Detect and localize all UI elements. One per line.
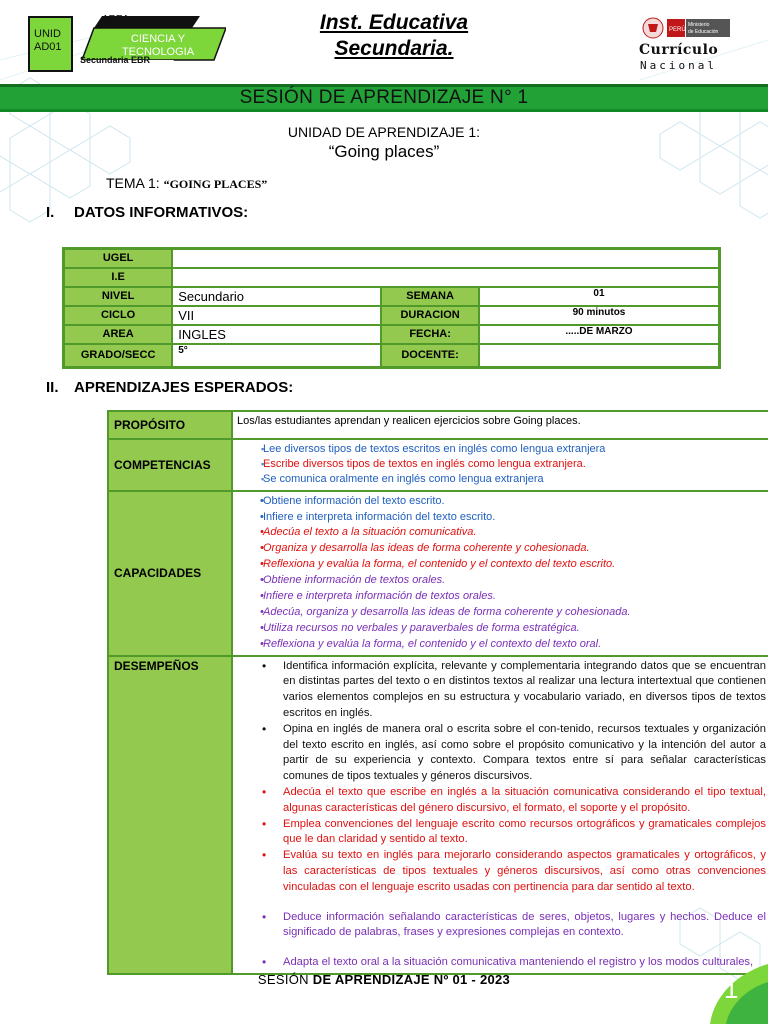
ugel-value — [172, 249, 719, 268]
competencias-cell — [232, 439, 768, 491]
table-row — [108, 491, 768, 656]
svg-text:Ministerio: Ministerio — [688, 22, 710, 28]
footer-session: DE APRENDIZAJE Nº 01 - 2023 — [312, 972, 511, 987]
list-item: • Reflexiona y evalúa la forma, el contenido y el contexto del texto oral. — [237, 637, 768, 653]
ie-value — [172, 268, 719, 287]
list-item: • Evalúa su texto en inglés para mejorarlo considerando aspectos gramaticales y ortográficos, y las características de tipos textuales y géneros discursivos, así como otras convenciones vinculadas con el lenguaje escrito usadas con pertinencia para dar sentido al texto. — [237, 848, 768, 895]
docente-value — [479, 344, 720, 368]
list-item: • Obtiene información de textos orales. — [237, 573, 768, 589]
table-row — [64, 325, 720, 344]
section-title: DATOS INFORMATIVOS: — [74, 204, 249, 221]
page-footer — [0, 972, 768, 987]
list-item: ▪ Lee diversos tipos de textos escritos en inglés como lengua extranjera — [237, 442, 768, 457]
list-item: • Adecúa el texto a la situación comunicativa. — [237, 525, 768, 541]
table-row — [64, 287, 720, 306]
aprendizajes-esperados-table — [107, 410, 768, 975]
proposito-text: Los/las estudiantes aprendan y realicen ejercicios sobre Going places. — [232, 411, 768, 439]
section-title: APRENDIZAJES ESPERADOS: — [74, 379, 294, 396]
capacidades-cell — [232, 491, 768, 656]
duracion-value: 90 minutos — [479, 306, 720, 325]
section-number: II. — [46, 379, 59, 396]
datos-informativos-table — [62, 247, 721, 369]
ugel-label: UGEL — [64, 249, 173, 268]
svg-text:PERÚ: PERÚ — [669, 27, 686, 33]
list-item: • Infiere e interpreta información de textos orales. — [237, 589, 768, 605]
list-item: • Obtiene información del texto escrito. — [237, 494, 768, 510]
table-row — [64, 306, 720, 325]
area-value: INGLES — [172, 325, 381, 344]
topic-line — [106, 175, 267, 192]
proposito-label: PROPÓSITO — [108, 411, 232, 439]
education-level: Secundaria EBR — [80, 55, 151, 65]
fecha-value: .....DE MARZO — [479, 325, 720, 344]
list-item: • Opina en inglés de manera oral o escrita sobre el con-tenido, recursos textuales y organización del texto escrito en inglés, así como sobre el propósito comunicativo y la intención del autor a partir de su experiencia y contexto. Compara textos entre sí para señalar características comunes de tipos textuales y géneros discursivos. — [237, 722, 768, 785]
logo-name: Currículo — [639, 42, 719, 58]
competencias-label: COMPETENCIAS — [108, 439, 232, 491]
section-heading-aprendizajes — [46, 379, 293, 396]
grado-value: 5° — [172, 344, 381, 368]
unit-heading: UNIDAD DE APRENDIZAJE 1: — [287, 124, 481, 140]
ciclo-label: CICLO — [64, 306, 173, 325]
list-item: • Reflexiona y evalúa la forma, el contenido y el contexto del texto escrito. — [237, 557, 768, 573]
list-item: • Deduce información señalando características de seres, objetos, lugares y hechos. Deduce el significado de palabras, frases y expresiones complejas en contexto. — [237, 910, 768, 942]
list-item: ▪ Se comunica oralmente en inglés como lengua extranjera — [237, 472, 768, 487]
section-number: I. — [46, 204, 55, 221]
course-name: CIENCIA Y TECNOLOGIA — [121, 33, 195, 58]
desempenos-list — [237, 659, 768, 971]
list-item: • Adecúa el texto que escribe en inglés a la situación comunicativa considerando el tipo textual, algunas características del género discursivo, el formato, el soporte y el propósito. — [237, 785, 768, 817]
semana-label: SEMANA — [381, 287, 479, 306]
table-row — [64, 268, 720, 287]
nivel-label: NIVEL — [64, 287, 173, 306]
svg-text:de Educación: de Educación — [688, 29, 719, 35]
session-title: SESIÓN DE APRENDIZAJE N° 1 — [239, 87, 529, 108]
table-row — [108, 411, 768, 439]
docente-label: DOCENTE: — [381, 344, 479, 368]
unit-name: “Going places” — [328, 142, 440, 161]
list-item: • Organiza y desarrolla las ideas de forma coherente y cohesionada. — [237, 541, 768, 557]
ciclo-value: VII — [172, 306, 381, 325]
area-label: AREA — [64, 325, 173, 344]
table-row — [108, 439, 768, 491]
list-item: • Infiere e interpreta información del texto escrito. — [237, 510, 768, 526]
logo-subtitle: Nacional — [640, 59, 717, 72]
capacidades-list — [237, 494, 768, 653]
topic-label: TEMA 1: — [106, 175, 160, 191]
duracion-label: DURACION — [381, 306, 479, 325]
table-row — [64, 249, 720, 268]
list-item: • Emplea convenciones del lenguaje escrito como recursos ortográficos y gramaticales complejos que le dan claridad y sentido al texto. — [237, 817, 768, 849]
unit-code-badge — [28, 16, 73, 72]
fecha-label: FECHA: — [381, 325, 479, 344]
curriculo-nacional-logo — [634, 12, 744, 74]
section-heading-datos — [46, 204, 248, 221]
list-item: ▪ Escribe diversos tipos de textos en inglés como lengua extranjera. — [237, 457, 768, 472]
list-item: • Adecúa, organiza y desarrolla las ideas de forma coherente y cohesionada. — [237, 605, 768, 621]
table-row — [64, 344, 720, 368]
grado-label: GRADO/SECC — [64, 344, 173, 368]
list-item: • Adapta el texto oral a la situación comunicativa manteniendo el registro y los modos culturales, — [237, 955, 768, 971]
footer-prefix: SESIÓN — [257, 972, 309, 987]
capacidades-label: CAPACIDADES — [108, 491, 232, 656]
page-number: 1 — [724, 974, 739, 1004]
unit-code: UNID AD01 — [34, 28, 62, 53]
ie-label: I.E — [64, 268, 173, 287]
desempenos-cell — [232, 656, 768, 974]
area-label: AREA — [102, 14, 130, 25]
table-row — [108, 656, 768, 974]
semana-value: 01 — [479, 287, 720, 306]
list-item: • Utiliza recursos no verbales y paraverbales de forma estratégica. — [237, 621, 768, 637]
desempenos-label: DESEMPEÑOS — [108, 656, 232, 974]
institution-title: Inst. Educativa Secundaria. — [319, 11, 469, 60]
list-item: • Identifica información explícita, relevante y complementaria integrando datos que se encuentran en distintas partes del texto o en distintos textos al realizar una lectura intertextual que contienen varios elementos complejos en su estructura y vocabulario variado, en diversos tipos de textos escritos en inglés. — [237, 659, 768, 722]
competencias-list — [237, 442, 768, 488]
nivel-value: Secundario — [172, 287, 381, 306]
topic-value: “GOING PLACES” — [163, 177, 268, 191]
